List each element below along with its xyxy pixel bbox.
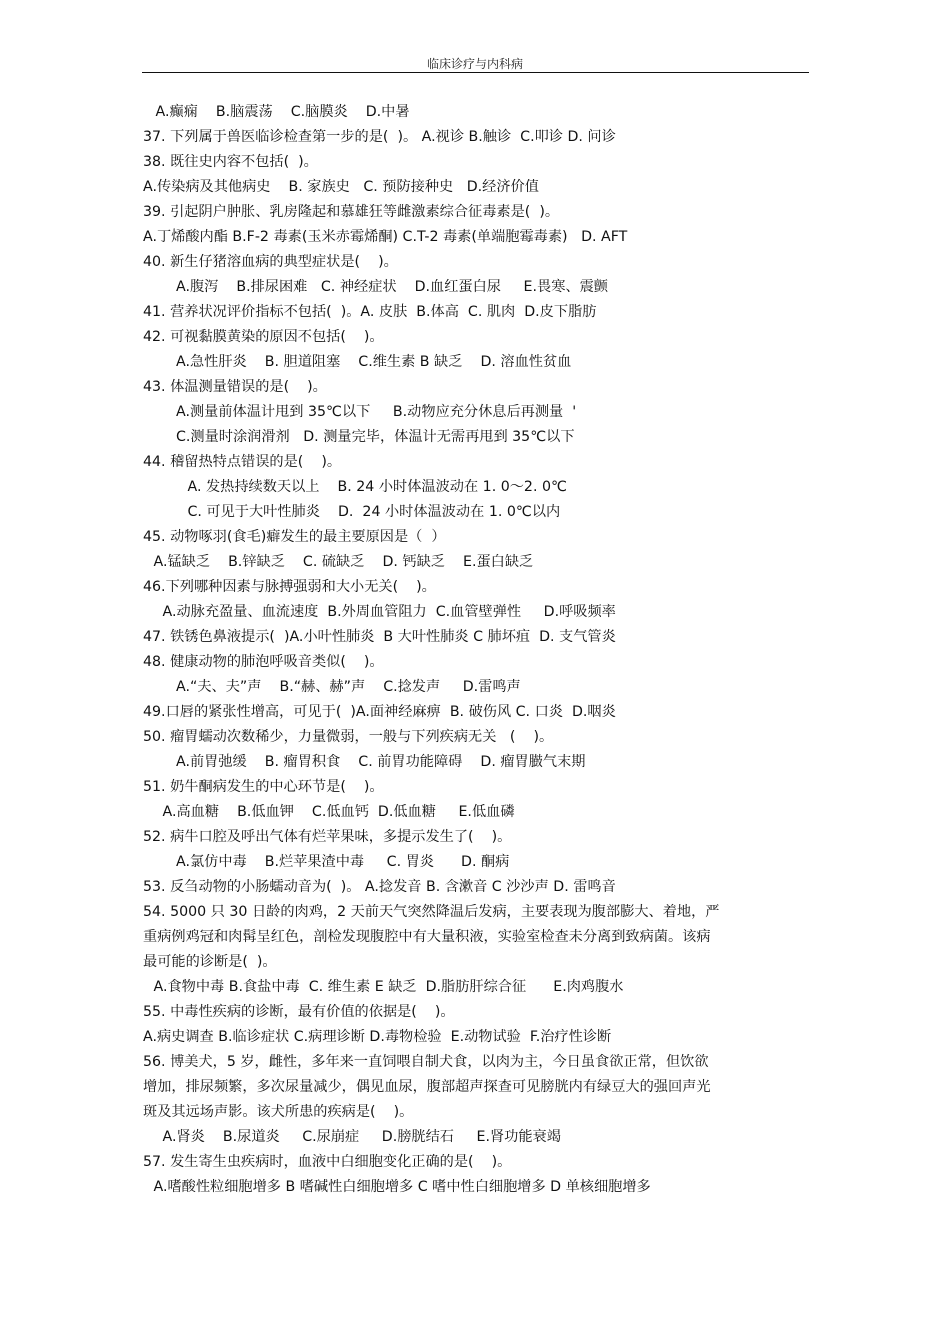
text-line: 46.下列哪种因素与脉搏强弱和大小无关( )。 <box>143 579 436 595</box>
text-line: 重病例鸡冠和肉髯呈红色，剖检发现腹腔中有大量积液，实验室检查未分离到致病菌。该病 <box>143 929 711 945</box>
text-line: A. 发热持续数天以上 B. 24 小时体温波动在 1. 0～2. 0℃ <box>183 479 567 495</box>
text-line: 48. 健康动物的肺泡呼吸音类似( )。 <box>143 654 384 670</box>
text-line: A.传染病及其他病史 B. 家族史 C. 预防接种史 D.经济价值 <box>143 179 539 195</box>
text-line: A.动脉充盈量、血流速度 B.外周血管阻力 C.血管壁弹性 D.呼吸频率 <box>158 604 616 620</box>
text-line: A.病史调查 B.临诊症状 C.病理诊断 D.毒物检验 E.动物试验 F.治疗性诊断 <box>143 1029 612 1045</box>
text-line: 51. 奶牛酮病发生的中心环节是( )。 <box>143 779 384 795</box>
header-rule <box>142 72 809 73</box>
text-line: A.丁烯酸内酯 B.F-2 毒素(玉米赤霉烯酮) C.T-2 毒素(单端胞霉毒素) D. AFT <box>143 229 628 245</box>
text-line: 39. 引起阴户肿胀、乳房隆起和慕雄狂等雌激素综合征毒素是( )。 <box>143 204 560 220</box>
text-line: 55. 中毒性疾病的诊断，最有价值的依据是( )。 <box>143 1004 455 1020</box>
text-line: A.高血糖 B.低血钾 C.低血钙 D.低血糖 E.低血磷 <box>158 804 515 820</box>
text-line: A.前胃弛缓 B. 瘤胃积食 C. 前胃功能障碍 D. 瘤胃臌气末期 <box>176 754 586 770</box>
text-line: A.腹泻 B.排尿困难 C. 神经症状 D.血红蛋白尿 E.畏寒、震颤 <box>176 279 608 295</box>
text-line: 52. 病牛口腔及呼出气体有烂苹果味，多提示发生了( )。 <box>143 829 512 845</box>
text-line: 57. 发生寄生虫疾病时，血液中白细胞变化正确的是( )。 <box>143 1154 512 1170</box>
text-line: 斑及其远场声影。该犬所患的疾病是( )。 <box>143 1104 414 1120</box>
text-line: A.测量前体温计甩到 35℃以下 B.动物应充分休息后再测量 ' <box>176 404 577 420</box>
text-line: A.癫痫 B.脑震荡 C.脑膜炎 D.中暑 <box>151 104 410 120</box>
text-line: 43. 体温测量错误的是( )。 <box>143 379 327 395</box>
text-line: A.氯仿中毒 B.烂苹果渣中毒 C. 胃炎 D. 酮病 <box>176 854 510 870</box>
text-line: 40. 新生仔猪溶血病的典型症状是( )。 <box>143 254 398 270</box>
text-line: A.“夫、夫”声 B.“赫、赫”声 C.捻发声 D.雷鸣声 <box>176 679 521 695</box>
document-body <box>143 100 813 1200</box>
text-line: 最可能的诊断是( )。 <box>143 954 277 970</box>
text-line: C.测量时涂润滑剂 D. 测量完毕，体温计无需再甩到 35℃以下 <box>176 429 575 445</box>
text-line: A.嗜酸性粒细胞增多 B 嗜碱性白细胞增多 C 嗜中性白细胞增多 D 单核细胞增多 <box>149 1179 651 1195</box>
text-line: 49.口唇的紧张性增高，可见于( )A.面神经麻痹 B. 破伤风 C. 口炎 D.咽炎 <box>143 704 616 720</box>
text-line: C. 可见于大叶性肺炎 D. 24 小时体温波动在 1. 0℃以内 <box>183 504 561 520</box>
text-line: A.锰缺乏 B.锌缺乏 C. 硫缺乏 D. 钙缺乏 E.蛋白缺乏 <box>149 554 534 570</box>
text-line: A.食物中毒 B.食盐中毒 C. 维生素 E 缺乏 D.脂肪肝综合征 E.肉鸡腹水 <box>149 979 624 995</box>
text-line: 53. 反刍动物的小肠蠕动音为( )。 A.捻发音 B. 含漱音 C 沙沙声 D. 雷鸣音 <box>143 879 616 895</box>
text-line: 54. 5000 只 30 日龄的肉鸡，2 天前天气突然降温后发病，主要表现为腹部膨大、着地，严 <box>143 904 720 920</box>
page-header-title: 临床诊疗与内科病 <box>426 57 523 71</box>
text-line: 37. 下列属于兽医临诊检查第一步的是( )。 A.视诊 B.触诊 C.叩诊 D. 问诊 <box>143 129 616 145</box>
text-line: 41. 营养状况评价指标不包括( )。A. 皮肤 B.体高 C. 肌肉 D.皮下脂肪 <box>143 304 597 320</box>
text-line: A.急性肝炎 B. 胆道阻塞 C.维生素 B 缺乏 D. 溶血性贫血 <box>176 354 572 370</box>
text-line: 50. 瘤胃蠕动次数稀少，力量微弱，一般与下列疾病无关 ( )。 <box>143 729 554 745</box>
text-line: 44. 稽留热特点错误的是( )。 <box>143 454 342 470</box>
text-line: 38. 既往史内容不包括( )。 <box>143 154 318 170</box>
text-line: 增加，排尿频繁，多次尿量减少，偶见血尿，腹部超声探查可见膀胱内有绿豆大的强回声光 <box>143 1079 711 1095</box>
text-line: 47. 铁锈色鼻液提示( )A.小叶性肺炎 B 大叶性肺炎 C 肺坏疽 D. 支气管炎 <box>143 629 616 645</box>
text-line: 42. 可视黏膜黄染的原因不包括( )。 <box>143 329 384 345</box>
text-line: 56. 博美犬，5 岁，雌性，多年来一直饲喂自制犬食，以肉为主，今日虽食欲正常，但饮欲 <box>143 1054 709 1070</box>
text-line: 45. 动物啄羽(食毛)癖发生的最主要原因是（ ） <box>143 529 446 545</box>
text-line: A.肾炎 B.尿道炎 C.尿崩症 D.膀胱结石 E.肾功能衰竭 <box>158 1129 561 1145</box>
